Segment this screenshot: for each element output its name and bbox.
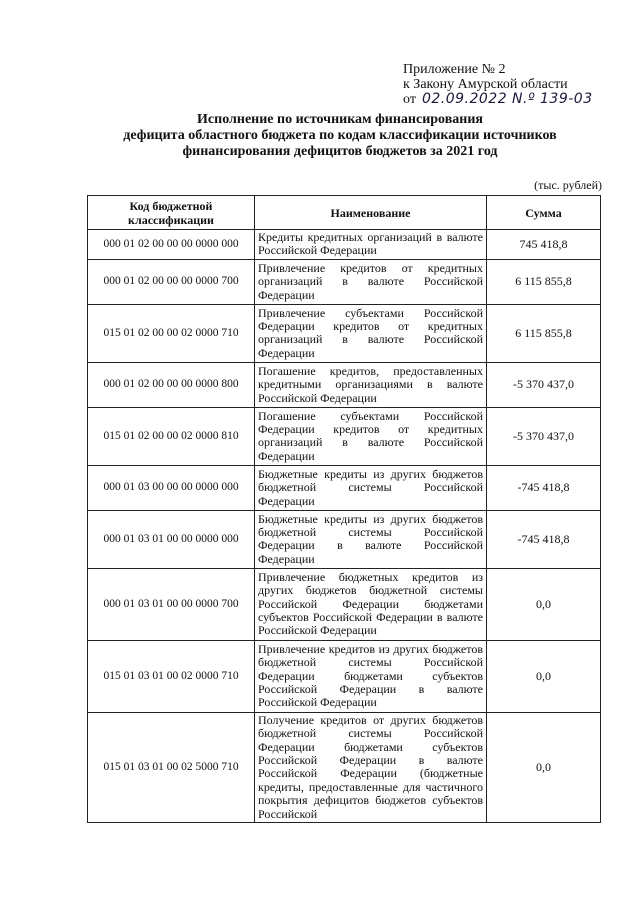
amount-cell: 6 115 855,8 — [487, 304, 601, 362]
appendix-law-reference: к Закону Амурской области — [403, 77, 568, 92]
header-code: Код бюджетной классификации — [88, 196, 255, 230]
table-row — [88, 259, 601, 304]
appendix-date-prefix: от — [403, 92, 416, 107]
name-cell: Погашение субъектами Российской Федерации кредитов от кредитных организаций в валюте Российской Федерации — [255, 407, 487, 465]
table-row — [88, 407, 601, 465]
header-amount: Сумма — [487, 196, 601, 230]
amount-cell: 0,0 — [487, 712, 601, 822]
name-cell: Привлечение субъектами Российской Федерации кредитов от кредитных организаций в валюте Российской Федерации — [255, 304, 487, 362]
table-row — [88, 362, 601, 407]
table-row — [88, 465, 601, 510]
amount-cell: -5 370 437,0 — [487, 362, 601, 407]
sources-table — [87, 195, 601, 823]
code-cell: 015 01 03 01 00 02 0000 710 — [88, 640, 255, 712]
amount-cell: 0,0 — [487, 568, 601, 640]
code-cell: 015 01 03 01 00 02 5000 710 — [88, 712, 255, 822]
appendix-number: Приложение № 2 — [403, 62, 506, 77]
title-line-3: финансирования дефицитов бюджетов за 2021 год — [182, 144, 498, 159]
table-row — [88, 640, 601, 712]
appendix-block — [403, 62, 633, 107]
table-row — [88, 510, 601, 568]
units-label: (тыс. рублей) — [534, 178, 602, 192]
amount-cell: 0,0 — [487, 640, 601, 712]
name-cell: Получение кредитов от других бюджетов бюджетной системы Российской Федерации бюджетами субъектов Российской Федерации в валюте Российской Федерации (бюджетные кредиты, предоставленные для частичного покрытия дефицитов бюджетов субъектов Российской — [255, 712, 487, 822]
name-cell: Привлечение кредитов из других бюджетов бюджетной системы Российской Федерации бюджетами субъектов Российской Федерации в валюте Российской Федерации — [255, 640, 487, 712]
name-cell: Бюджетные кредиты из других бюджетов бюджетной системы Российской Федерации — [255, 465, 487, 510]
handwritten-date-number: 02.09.2022 N.º 139-03 — [421, 91, 593, 107]
amount-cell: -5 370 437,0 — [487, 407, 601, 465]
name-cell: Привлечение бюджетных кредитов из других бюджетов бюджетной системы Российской Федерации бюджетами субъектов Российской Федерации в валюте Российской Федерации — [255, 568, 487, 640]
code-cell: 000 01 03 01 00 00 0000 000 — [88, 510, 255, 568]
header-name: Наименование — [255, 196, 487, 230]
code-cell: 000 01 03 01 00 00 0000 700 — [88, 568, 255, 640]
code-cell: 015 01 02 00 00 02 0000 810 — [88, 407, 255, 465]
code-cell: 000 01 02 00 00 00 0000 000 — [88, 230, 255, 260]
name-cell: Привлечение кредитов от кредитных организаций в валюте Российской Федерации — [255, 259, 487, 304]
name-cell: Бюджетные кредиты из других бюджетов бюджетной системы Российской Федерации в валюте Российской Федерации — [255, 510, 487, 568]
table-row — [88, 304, 601, 362]
amount-cell: 745 418,8 — [487, 230, 601, 260]
amount-cell: 6 115 855,8 — [487, 259, 601, 304]
title-line-1: Исполнение по источникам финансирования — [197, 112, 483, 127]
amount-cell: -745 418,8 — [487, 510, 601, 568]
appendix-date-line — [403, 92, 633, 107]
table-row — [88, 230, 601, 260]
amount-cell: -745 418,8 — [487, 465, 601, 510]
document-title — [90, 112, 590, 160]
name-cell: Кредиты кредитных организаций в валюте Российской Федерации — [255, 230, 487, 260]
code-cell: 015 01 02 00 00 02 0000 710 — [88, 304, 255, 362]
table-row — [88, 568, 601, 640]
name-cell: Погашение кредитов, предоставленных кредитными организациями в валюте Российской Федерации — [255, 362, 487, 407]
table-header-row — [88, 196, 601, 230]
table-row — [88, 712, 601, 822]
title-line-2: дефицита областного бюджета по кодам классификации источников — [123, 128, 557, 143]
code-cell: 000 01 02 00 00 00 0000 800 — [88, 362, 255, 407]
code-cell: 000 01 02 00 00 00 0000 700 — [88, 259, 255, 304]
code-cell: 000 01 03 00 00 00 0000 000 — [88, 465, 255, 510]
